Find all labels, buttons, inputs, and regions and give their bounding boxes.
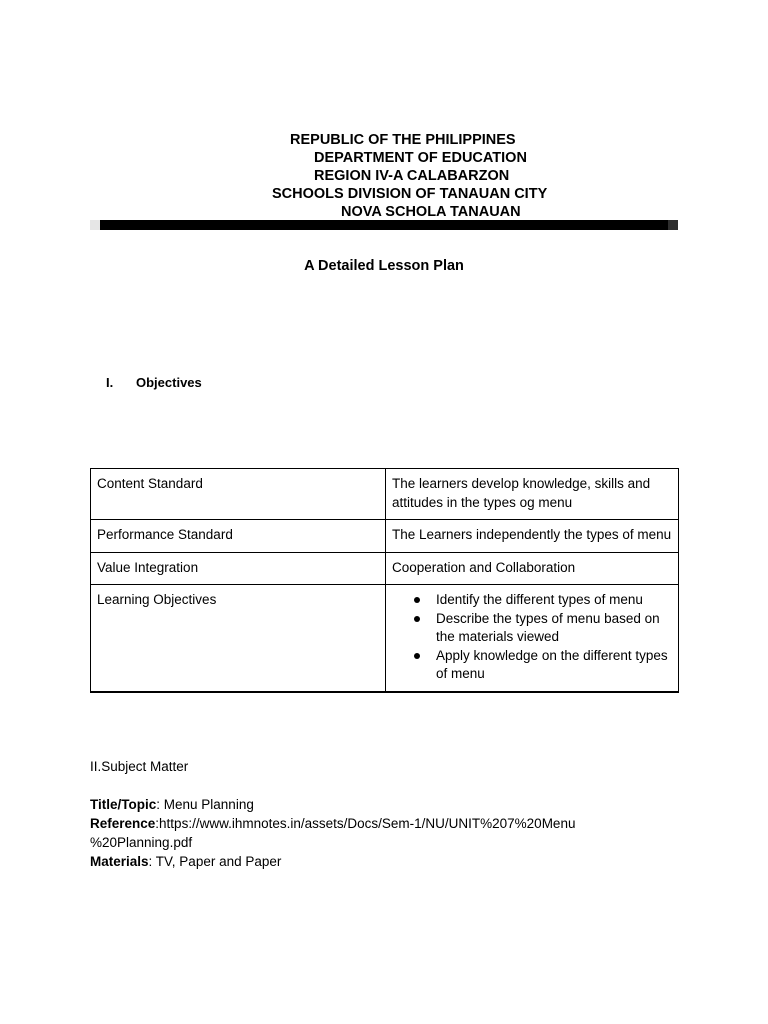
reference-label: Reference — [90, 816, 156, 831]
topic-value: : Menu Planning — [156, 797, 254, 812]
header-line-department: DEPARTMENT OF EDUCATION — [314, 150, 527, 166]
section-number: I. — [106, 375, 114, 390]
table-row — [91, 520, 679, 553]
divider-right-cap — [668, 220, 678, 230]
row-value: The Learners independently the types of menu — [386, 520, 679, 553]
list-item: Describe the types of menu based on the materials viewed — [436, 610, 672, 647]
row-label: Value Integration — [91, 552, 386, 585]
row-label: Performance Standard — [91, 520, 386, 553]
divider-main — [100, 220, 668, 230]
header-line-division: SCHOOLS DIVISION OF TANAUAN CITY — [272, 186, 548, 202]
table-row — [91, 469, 679, 520]
row-value: The learners develop knowledge, skills and attitudes in the types og menu — [386, 469, 679, 520]
section-title: Objectives — [136, 375, 202, 390]
header-line-school: NOVA SCHOLA TANAUAN — [341, 204, 521, 220]
row-label: Learning Objectives — [91, 585, 386, 692]
list-item: Apply knowledge on the different types of menu — [436, 647, 672, 684]
list-item: Identify the different types of menu — [436, 591, 672, 610]
document-title: A Detailed Lesson Plan — [304, 258, 464, 274]
table-row — [91, 552, 679, 585]
table-row — [91, 585, 679, 692]
reference-link[interactable]: :https://www.ihmnotes.in/assets/Docs/Sem-1/NU/UNIT%207%20Menu — [155, 816, 576, 831]
materials-line — [90, 852, 575, 871]
reference-line — [90, 814, 575, 833]
topic-line — [90, 795, 575, 814]
row-value — [386, 585, 679, 692]
topic-label: Title/Topic — [90, 797, 157, 812]
objectives-table — [90, 468, 679, 693]
section-subject-matter-heading: II.Subject Matter — [90, 759, 189, 774]
header-divider-bar — [90, 220, 678, 230]
subject-matter-block — [90, 795, 575, 871]
materials-label: Materials — [90, 854, 149, 869]
learning-objectives-list — [392, 591, 672, 684]
materials-value: : TV, Paper and Paper — [148, 854, 282, 869]
reference-line-continued[interactable]: %20Planning.pdf — [90, 835, 193, 850]
section-objectives-heading — [106, 375, 202, 390]
header-line-republic: REPUBLIC OF THE PHILIPPINES — [290, 132, 516, 148]
row-value: Cooperation and Collaboration — [386, 552, 679, 585]
header-line-region: REGION IV-A CALABARZON — [314, 168, 510, 184]
row-label: Content Standard — [91, 469, 386, 520]
divider-left-cap — [90, 220, 100, 230]
